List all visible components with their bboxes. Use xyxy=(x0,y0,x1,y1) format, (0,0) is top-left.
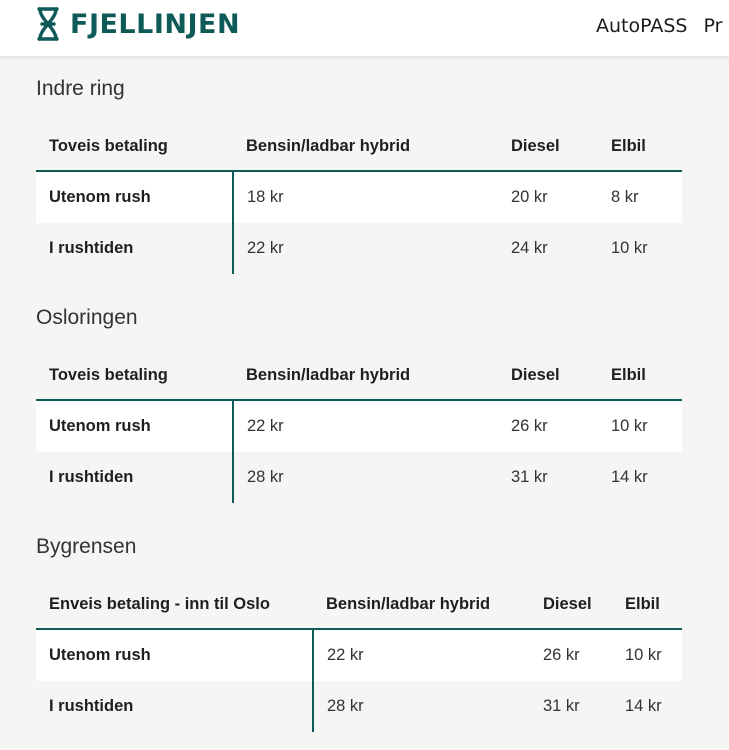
main-nav xyxy=(596,15,729,37)
table-cell: 22 kr xyxy=(233,400,498,452)
table-cell: 31 kr xyxy=(543,697,580,715)
nav-item-truncated[interactable]: Pr xyxy=(703,15,723,37)
table-row xyxy=(36,223,682,274)
table-cell: 14 kr xyxy=(611,468,648,486)
column-header: Diesel xyxy=(498,122,598,171)
section-indre-ring xyxy=(36,74,682,274)
table-cell: 10 kr xyxy=(611,239,648,257)
table-header-row xyxy=(36,122,682,171)
table-header-row xyxy=(36,351,682,400)
price-table xyxy=(36,122,682,274)
section-title: Osloringen xyxy=(36,306,138,329)
row-header: I rushtiden xyxy=(36,452,233,503)
table-row xyxy=(36,629,682,681)
nav-item-autopass[interactable]: AutoPASS xyxy=(596,15,688,37)
column-header: Bensin/ladbar hybrid xyxy=(233,122,498,171)
table-cell: 28 kr xyxy=(247,468,284,486)
table-cell: 24 kr xyxy=(511,239,548,257)
row-header: I rushtiden xyxy=(36,223,233,274)
section-bygrensen xyxy=(36,532,682,732)
table-row xyxy=(36,452,682,503)
column-header: Enveis betaling - inn til Oslo xyxy=(36,580,313,629)
section-osloringen xyxy=(36,303,682,503)
table-cell: 10 kr xyxy=(598,400,682,452)
table-cell: 26 kr xyxy=(530,629,612,681)
table-row xyxy=(36,400,682,452)
table-cell: 8 kr xyxy=(598,171,682,223)
price-table xyxy=(36,580,682,732)
table-cell: 18 kr xyxy=(233,171,498,223)
column-header: Elbil xyxy=(598,122,682,171)
fjellinjen-logo-icon xyxy=(36,6,60,42)
table-cell: 22 kr xyxy=(313,629,530,681)
column-header: Toveis betaling xyxy=(36,351,233,400)
table-cell: 26 kr xyxy=(498,400,598,452)
table-cell: 28 kr xyxy=(327,697,364,715)
section-title: Indre ring xyxy=(36,77,125,100)
row-header: I rushtiden xyxy=(36,681,313,732)
table-cell: 31 kr xyxy=(511,468,548,486)
table-cell: 20 kr xyxy=(498,171,598,223)
column-header: Bensin/ladbar hybrid xyxy=(313,580,530,629)
price-table xyxy=(36,351,682,503)
row-header: Utenom rush xyxy=(36,400,233,452)
table-cell: 10 kr xyxy=(612,629,682,681)
table-header-row xyxy=(36,580,682,629)
column-header: Toveis betaling xyxy=(36,122,233,171)
table-cell: 22 kr xyxy=(247,239,284,257)
column-header: Bensin/ladbar hybrid xyxy=(233,351,498,400)
section-title: Bygrensen xyxy=(36,535,137,558)
row-header: Utenom rush xyxy=(36,171,233,223)
home-link[interactable] xyxy=(36,6,240,42)
table-cell: 14 kr xyxy=(625,697,662,715)
column-header: Elbil xyxy=(612,580,682,629)
column-header: Diesel xyxy=(498,351,598,400)
table-row xyxy=(36,171,682,223)
brand-name: FJELLINJEN xyxy=(70,8,241,40)
table-row xyxy=(36,681,682,732)
site-header xyxy=(0,0,729,56)
column-header: Elbil xyxy=(598,351,682,400)
column-header: Diesel xyxy=(530,580,612,629)
row-header: Utenom rush xyxy=(36,629,313,681)
